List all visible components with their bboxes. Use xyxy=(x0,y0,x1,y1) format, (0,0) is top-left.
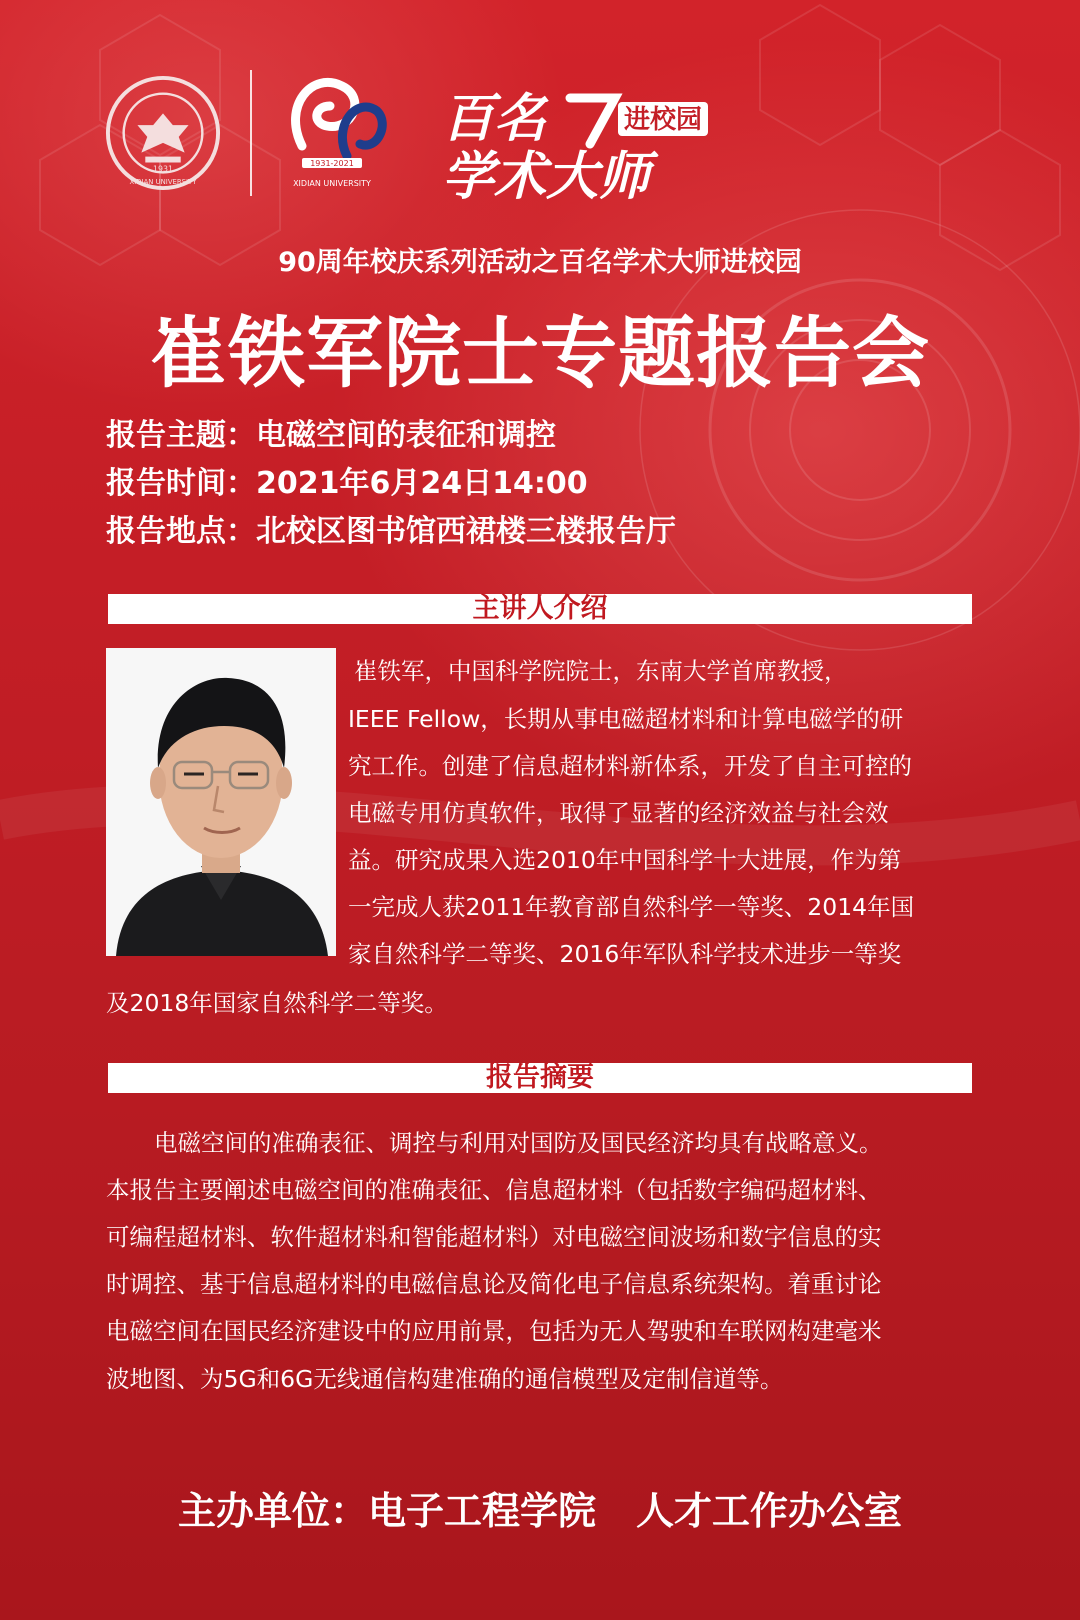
bio-line: 崔铁军，中国科学院院士，东南大学首席教授， xyxy=(354,657,848,685)
time-value: 2021年6月24日14:00 xyxy=(256,466,588,501)
bio-line: 益。研究成果入选2010年中国科学十大进展，作为第 xyxy=(348,846,902,874)
abstract-section-heading: 报告摘要 xyxy=(108,1063,972,1093)
abstract-line: 波地图、为5G和6G无线通信构建准确的通信模型及定制信道等。 xyxy=(106,1365,784,1393)
event-series-subtitle: 90周年校庆系列活动之百名学术大师进校园 xyxy=(278,247,802,278)
organizer-line xyxy=(0,1480,1080,1535)
abstract-line: 时调控、基于信息超材料的电磁信息论及简化电子信息系统架构。着重讨论 xyxy=(106,1270,882,1298)
page-title: 崔铁军院士专题报告会 xyxy=(150,310,930,399)
organizer-unit-2: 人才工作办公室 xyxy=(636,1489,903,1533)
info-place xyxy=(106,506,986,550)
organizer-unit-1: 电子工程学院 xyxy=(367,1489,596,1533)
abstract-line: 本报告主要阐述电磁空间的准确表征、信息超材料（包括数字编码超材料、 xyxy=(106,1176,882,1204)
anniversary-90-logo-icon xyxy=(272,66,392,196)
time-label: 报告时间： xyxy=(106,466,256,501)
speaker-photo xyxy=(106,648,336,956)
info-topic xyxy=(106,410,986,454)
organizer-label: 主办单位： xyxy=(177,1489,368,1533)
topic-label: 报告主题： xyxy=(106,418,256,453)
seal-year: 1931 xyxy=(152,164,174,174)
bio-line: 家自然科学二等奖、2016年军队科学技术进步一等奖 xyxy=(348,940,902,968)
place-value: 北校区图书馆西裙楼三楼报告厅 xyxy=(256,514,676,549)
speaker-portrait-icon xyxy=(106,648,336,956)
abstract-line: 可编程超材料、软件超材料和智能超材料）对电磁空间波场和数字信息的实 xyxy=(106,1223,882,1251)
bm-line1: 百名 xyxy=(442,89,547,149)
seal-text: XIDIAN UNIVERSITY xyxy=(129,178,197,187)
bio-line: 一完成人获2011年教育部自然科学一等奖、2014年国 xyxy=(348,893,915,921)
abstract-line: 电磁空间的准确表征、调控与利用对国防及国民经济均具有战略意义。 xyxy=(154,1129,883,1157)
logo-divider xyxy=(250,70,252,196)
anniv-years: 1931-2021 xyxy=(310,159,354,168)
bai-ming-program-logo-icon xyxy=(440,84,720,204)
bm-tag: 进校园 xyxy=(623,105,703,135)
bm-line2: 学术大师 xyxy=(442,147,651,204)
anniv-text: XIDIAN UNIVERSITY xyxy=(293,179,371,188)
university-seal-icon xyxy=(104,74,222,192)
bio-line: 电磁专用仿真软件，取得了显著的经济效益与社会效 xyxy=(348,799,889,827)
place-label: 报告地点： xyxy=(106,514,256,549)
topic-value: 电磁空间的表征和调控 xyxy=(256,418,556,453)
speaker-section-heading: 主讲人介绍 xyxy=(108,594,972,624)
bio-line: IEEE Fellow，长期从事电磁超材料和计算电磁学的研 xyxy=(348,705,904,733)
header-logos xyxy=(100,60,740,210)
info-time xyxy=(106,458,986,502)
bio-line: 及2018年国家自然科学二等奖。 xyxy=(106,989,448,1017)
bio-line: 究工作。创建了信息超材料新体系，开发了自主可控的 xyxy=(348,752,912,780)
abstract-line: 电磁空间在国民经济建设中的应用前景，包括为无人驾驶和车联网构建毫米 xyxy=(106,1317,882,1345)
